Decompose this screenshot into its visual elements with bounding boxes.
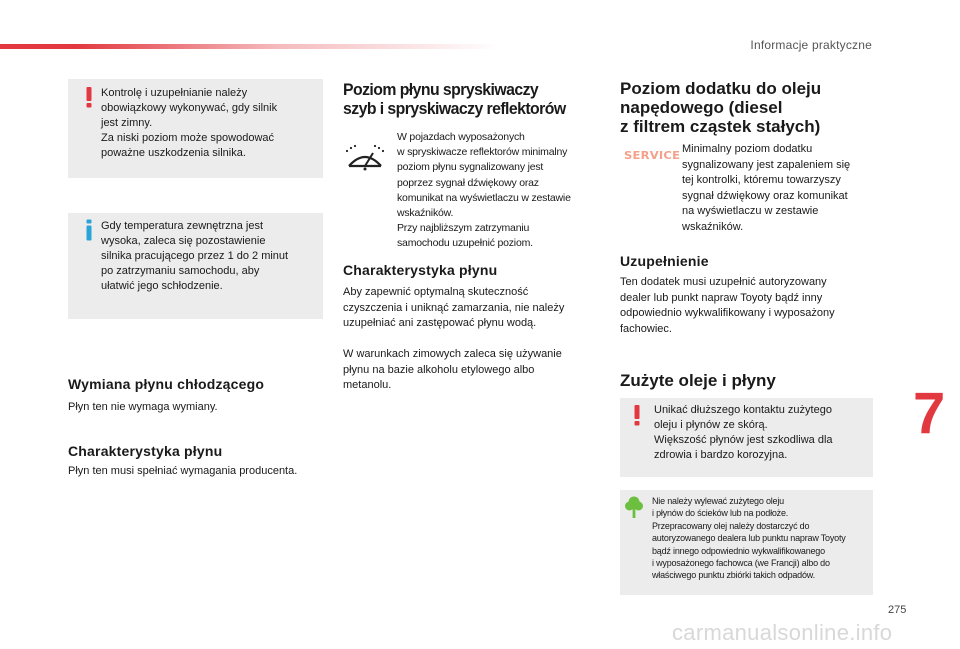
eco-text-disposal: Nie należy wylewać zużytego oleju i płynów do ścieków lub na podłoże. Przepracowany olej należy dostarczyć do autoryzowanego dealera lub punktu napraw Toyoty bądź innego odpowiednio wykwalifikowanego i wyposażonego fachowca (we Francji) albo do właściwego punktu zbiórki takich odpadów. bbox=[652, 496, 846, 581]
text-service-warning: Minimalny poziom dodatku sygnalizowany jest zapaleniem się tej kontrolki, któremu towarzyszy sygnał dźwiękowy oraz komunikat na wyświetlaczu w zestawie wskaźników. bbox=[682, 143, 851, 233]
text-washer-spec: Aby zapewnić optymalną skuteczność czyszczenia i uniknąć zamarzania, nie należy uzupełniać ani zastępować płynu wodą. bbox=[343, 286, 565, 329]
info-box-temperature bbox=[68, 213, 323, 319]
text-washer-intro: W pojazdach wyposażonych w spryskiwacze reflektorów minimalny poziom płynu sygnalizowany jest poprzez sygnał dźwiękowy oraz komunikat na wyświetlaczu w zestawie wskaźników. Przy najbliższym zatrzymaniu samochodu uzupełnić poziom. bbox=[397, 131, 571, 250]
exclamation-icon bbox=[630, 404, 644, 426]
tree-icon bbox=[624, 495, 644, 519]
heading-used-oils: Zużyte oleje i płyny bbox=[620, 371, 776, 390]
page-number: 275 bbox=[888, 604, 907, 616]
info-icon bbox=[82, 219, 96, 241]
heading-washer-spec: Charakterystyka płynu bbox=[343, 262, 498, 278]
chapter-number: 7 bbox=[913, 381, 946, 446]
warning-box-engine bbox=[68, 79, 323, 178]
text-coolant-spec: Płyn ten musi spełniać wymagania producenta. bbox=[68, 465, 298, 477]
heading-washer-fluid: Poziom płynu spryskiwaczy szyb i spryskiwaczy reflektorów bbox=[343, 80, 566, 118]
header-accent-bar bbox=[0, 44, 500, 49]
text-coolant-change: Płyn ten nie wymaga wymiany. bbox=[68, 401, 218, 413]
exclamation-icon bbox=[82, 86, 96, 108]
service-warning-icon: SERVICE bbox=[624, 149, 681, 162]
text-refill: Ten dodatek musi uzupełnić autoryzowany dealer lub punkt napraw Toyoty bądź inny odpowiednio wykwalifikowany i wyposażony fachowiec. bbox=[620, 276, 835, 335]
warning-text-engine: Kontrolę i uzupełnianie należy obowiązkowy wykonywać, gdy silnik jest zimny. Za niski poziom może spowodować poważne uszkodzenia silnika. bbox=[101, 87, 278, 159]
heading-coolant-change: Wymiana płynu chłodzącego bbox=[68, 376, 265, 392]
eco-box-disposal bbox=[620, 490, 873, 595]
warning-box-used-oils bbox=[620, 398, 873, 477]
heading-diesel-additive: Poziom dodatku do oleju napędowego (diesel z filtrem cząstek stałych) bbox=[620, 79, 822, 136]
warning-text-used-oils: Unikać dłuższego kontaktu zużytego oleju i płynów ze skórą. Większość płynów jest szkodliwa dla zdrowia i bardzo korozyjna. bbox=[654, 404, 833, 461]
watermark: carmanualsonline.info bbox=[672, 620, 893, 645]
text-washer-winter: W warunkach zimowych zaleca się używanie płynu na bazie alkoholu etylowego albo metanolu. bbox=[343, 348, 562, 391]
washer-fluid-icon bbox=[343, 142, 387, 174]
heading-refill: Uzupełnienie bbox=[620, 253, 709, 269]
section-label: Informacje praktyczne bbox=[750, 38, 872, 52]
info-text-temperature: Gdy temperatura zewnętrzna jest wysoka, zaleca się pozostawienie silnika pracującego przez 1 do 2 minut po zatrzymaniu samochodu, aby ułatwić jego schłodzenie. bbox=[101, 220, 289, 292]
heading-coolant-spec: Charakterystyka płynu bbox=[68, 443, 223, 459]
